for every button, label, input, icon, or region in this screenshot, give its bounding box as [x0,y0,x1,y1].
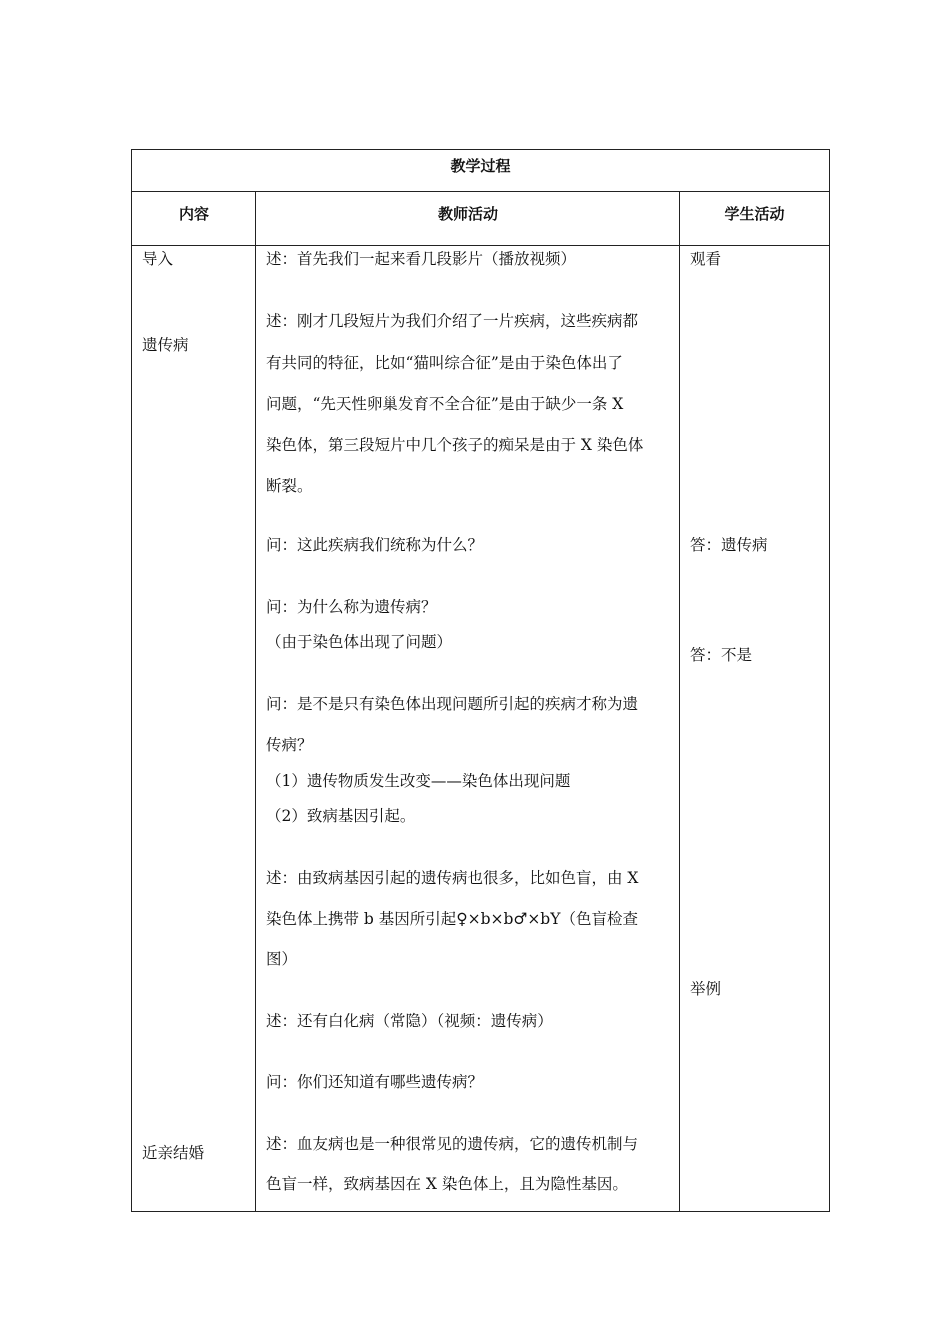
teacher-text-line: 有共同的特征，比如“猫叫综合征”是由于染色体出了 [266,354,623,372]
teacher-text-line: （由于染色体出现了问题） [266,633,453,651]
column-divider [255,191,256,1211]
teacher-text-line: 述：血友病也是一种很常见的遗传病，它的遗传机制与 [266,1135,639,1153]
content-cell: 导入 [142,250,174,268]
teacher-text-line: 述：刚才几段短片为我们介绍了一片疾病，这些疾病都 [266,312,639,330]
table-title: 教学过程 [450,157,511,175]
teacher-text-line: 问：这此疾病我们统称为什么？ [266,536,484,554]
column-divider [679,191,680,1211]
teacher-text-line: 色盲一样，致病基因在 X 染色体上，且为隐性基因。 [266,1175,628,1193]
table-rule [132,191,829,192]
teacher-text-line: 述：还有白化病（常隐）（视频：遗传病） [266,1012,553,1030]
teacher-text-line: 染色体，第三段短片中几个孩子的痴呆是由于 X 染色体 [266,436,644,454]
teacher-text-line: （2）致病基因引起。 [266,807,416,825]
content-cell: 近亲结婚 [142,1144,205,1162]
student-cell: 答：遗传病 [690,536,768,554]
student-cell: 观看 [690,250,722,268]
teacher-text-line: 图） [266,950,298,968]
table-rule [132,245,829,246]
content-cell: 遗传病 [142,336,189,354]
teacher-text-line: 问：是不是只有染色体出现问题所引起的疾病才称为遗 [266,695,639,713]
teacher-text-line: 述：由致病基因引起的遗传病也很多，比如色盲，由 X [266,869,639,887]
teacher-text-line: 传病？ [266,736,313,754]
teacher-text-line: 断裂。 [266,477,313,495]
student-cell: 答：不是 [690,646,753,664]
teacher-text-line: 染色体上携带 b 基因所引起♀×b×b♂×bY（色盲检查 [266,910,638,928]
teaching-process-table [131,149,830,1212]
header-student-activity: 学生活动 [724,205,785,223]
teacher-text-line: 问题，“先天性卵巢发育不全合征”是由于缺少一条 X [266,395,624,413]
header-content: 内容 [178,205,209,223]
teacher-text-line: 问：为什么称为遗传病？ [266,598,437,616]
student-cell: 举例 [690,980,722,998]
teacher-text-line: 述：首先我们一起来看几段影片（播放视频） [266,250,577,268]
header-teacher-activity: 教师活动 [437,205,498,223]
teacher-text-line: （1）遗传物质发生改变——染色体出现问题 [266,772,571,790]
teacher-text-line: 问：你们还知道有哪些遗传病？ [266,1073,484,1091]
